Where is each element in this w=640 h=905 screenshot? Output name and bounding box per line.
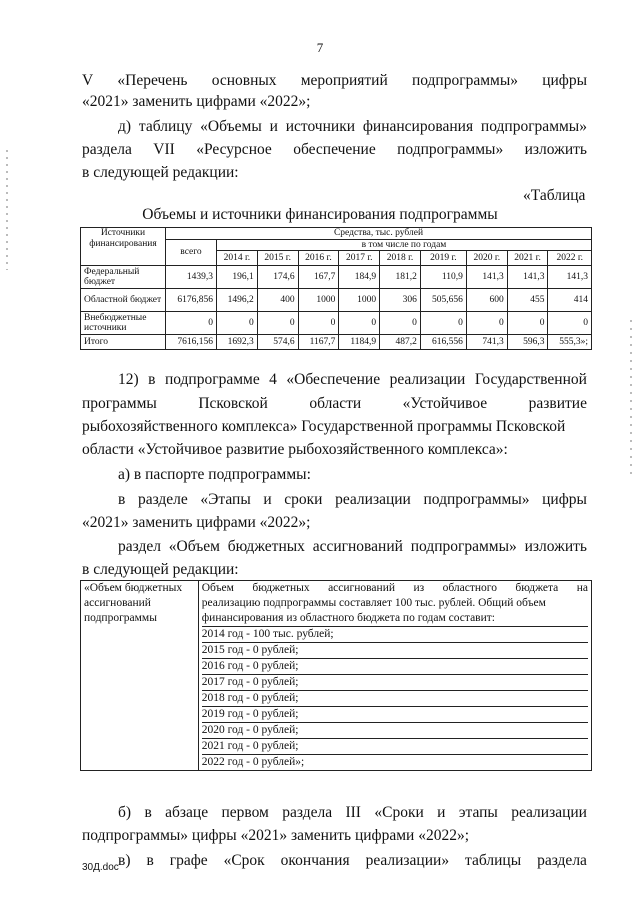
row-value: 400	[257, 289, 298, 312]
budget-years-list	[202, 627, 588, 770]
row-value: 555,3»;	[548, 335, 592, 350]
word: и	[269, 118, 278, 135]
para-5-line-2: «2021» заменить цифрами «2022»;	[82, 514, 311, 531]
word: изложить	[524, 141, 587, 158]
scan-edge-right	[630, 320, 632, 480]
para-4: а) в паспорте подпрограммы:	[118, 466, 311, 483]
budget-year-line: 2016 год - 0 рублей;	[202, 659, 588, 675]
word: сроки	[284, 491, 323, 508]
para-6-line-2: в следующей редакции:	[82, 561, 239, 578]
row-value: 141,3	[507, 266, 548, 289]
word: раздел	[118, 538, 161, 555]
word: подпрограммы»	[410, 538, 517, 555]
row-value: 0	[217, 312, 258, 335]
word: раздела	[82, 141, 132, 158]
word: цифры	[542, 491, 587, 508]
header-year: 2015 г.	[257, 251, 298, 266]
word: реализации»	[365, 852, 450, 869]
table-caption: Объемы и источники финансирования подпрограммы	[142, 206, 498, 223]
row-source-name: Итого	[81, 335, 166, 350]
row-value: 1167,7	[298, 335, 339, 350]
budget-right-line-2: реализацию подпрограммы составляет 100 тыс. рублей. Общий объем	[201, 597, 546, 609]
para-6-line-1	[118, 536, 587, 557]
word: из	[413, 582, 425, 594]
word: областного	[442, 582, 497, 594]
para-8-line-1	[118, 850, 587, 871]
row-value: 141,3	[548, 266, 592, 289]
row-value: 167,7	[298, 266, 339, 289]
header-funds: Средства, тыс. рублей	[166, 228, 592, 240]
table-label: «Таблица	[523, 187, 586, 204]
word: первом	[221, 804, 269, 821]
header-year: 2020 г.	[466, 251, 507, 266]
word: III	[345, 804, 361, 821]
word: на	[576, 582, 588, 594]
word: реализации	[389, 371, 466, 388]
row-value: 741,3	[466, 335, 507, 350]
word: реализации	[335, 491, 411, 508]
table-row	[81, 312, 592, 335]
row-value: 0	[339, 312, 380, 335]
page-number: 7	[316, 40, 324, 55]
header-year: 2018 г.	[380, 251, 421, 266]
header-year: 2014 г.	[217, 251, 258, 266]
budget-right-cell	[198, 581, 591, 771]
word: бюджета	[515, 582, 559, 594]
header-source: Источники финансирования	[81, 228, 166, 266]
word: и	[263, 491, 272, 508]
row-value: 616,556	[420, 335, 466, 350]
para-2-line-3: в следующей редакции:	[82, 164, 239, 181]
word: области	[309, 395, 362, 412]
word: развитие	[528, 395, 587, 412]
row-value: 455	[507, 289, 548, 312]
row-value: 0	[298, 312, 339, 335]
row-total: 0	[166, 312, 217, 335]
row-value: 1184,9	[339, 335, 380, 350]
para-2-line-1	[118, 116, 587, 137]
word: «Перечень	[117, 72, 188, 89]
table-row	[81, 289, 592, 312]
word: «Этапы	[200, 491, 251, 508]
budget-year-line: 2022 год - 0 рублей»;	[201, 756, 305, 768]
header-incl: в том числе по годам	[217, 239, 592, 251]
row-value: 0	[257, 312, 298, 335]
row-total: 1439,3	[166, 266, 217, 289]
word: подпрограммы»	[480, 118, 587, 135]
budget-year-line: 2020 год - 0 рублей;	[202, 723, 588, 739]
row-source-name: Областной бюджет	[81, 289, 166, 312]
row-value: 174,6	[257, 266, 298, 289]
para-3-line-4: области «Устойчивое развитие рыбохозяйственного комплекса»:	[82, 441, 508, 458]
word: в	[146, 852, 154, 869]
fin-header-row-1	[81, 228, 592, 240]
row-value: 600	[466, 289, 507, 312]
row-value: 0	[420, 312, 466, 335]
word: д)	[118, 118, 132, 135]
word: этапы	[458, 804, 498, 821]
word: источники	[285, 118, 356, 135]
row-value: 487,2	[380, 335, 421, 350]
word: «Ресурсное	[196, 141, 272, 158]
budget-table	[80, 580, 592, 771]
row-value: 0	[466, 312, 507, 335]
word: раздела	[282, 804, 333, 821]
row-source-name: Федеральный бюджет	[81, 266, 166, 289]
para-3-line-2	[82, 393, 587, 414]
word: цифры	[542, 72, 587, 89]
header-year: 2022 г.	[548, 251, 592, 266]
word: ассигнований	[312, 538, 403, 555]
word: изложить	[524, 538, 587, 555]
file-name-footer: 30Д.doc	[82, 862, 119, 873]
budget-year-line: 2015 год - 0 рублей;	[202, 643, 588, 659]
word: «Устойчивое	[402, 395, 488, 412]
row-value: 110,9	[420, 266, 466, 289]
row-value: 141,3	[466, 266, 507, 289]
word: 4	[269, 371, 277, 388]
word: графе	[169, 852, 208, 869]
word: основных	[211, 72, 277, 89]
budget-year-line: 2014 год - 100 тыс. рублей;	[202, 627, 588, 643]
table-row	[81, 266, 592, 289]
word: «Объем	[168, 538, 220, 555]
para-5-line-1	[118, 489, 587, 510]
word: разделе	[137, 491, 188, 508]
row-value: 596,3	[507, 335, 548, 350]
row-value: 196,1	[217, 266, 258, 289]
word: в	[144, 804, 152, 821]
word: VII	[153, 141, 175, 158]
word: бюджетных	[227, 538, 305, 555]
table-row	[81, 335, 592, 350]
budget-year-line: 2018 год - 0 рублей;	[202, 691, 588, 707]
row-total: 7616,156	[166, 335, 217, 350]
row-value: 181,2	[380, 266, 421, 289]
para-3-line-3: рыбохозяйственного комплекса» Государственной программы Псковской	[82, 418, 566, 435]
para-3-line-1	[118, 369, 587, 390]
row-value: 1000	[339, 289, 380, 312]
word: 12)	[118, 371, 139, 388]
word: «Срок	[223, 852, 265, 869]
word: «Объемы	[200, 118, 262, 135]
word: подпрограммы»	[411, 72, 518, 89]
word: Псковской	[198, 395, 268, 412]
para-1-line-2: «2021» заменить цифрами «2022»;	[82, 93, 311, 110]
word: финансирования	[362, 118, 474, 135]
word: б)	[118, 804, 132, 821]
word: окончания	[280, 852, 350, 869]
word: и	[437, 804, 446, 821]
row-value: 1000	[298, 289, 339, 312]
word: мероприятий	[300, 72, 388, 89]
word: Объем	[201, 582, 234, 594]
row-value: 184,9	[339, 266, 380, 289]
financing-table	[80, 227, 592, 350]
row-value: 414	[548, 289, 592, 312]
word: абзаце	[165, 804, 209, 821]
header-year: 2019 г.	[420, 251, 466, 266]
row-value: 574,6	[257, 335, 298, 350]
budget-left-cell: «Объем бюджетных ассигнований подпрограммы	[81, 581, 199, 771]
word: в	[118, 491, 126, 508]
header-year: 2016 г.	[298, 251, 339, 266]
word: таблицу	[138, 118, 193, 135]
budget-right-line-1	[202, 581, 588, 596]
para-7-line-1	[118, 802, 587, 823]
word: Государственной	[474, 371, 587, 388]
para-7-line-2: подпрограммы» цифры «2021» заменить цифрами «2022»;	[82, 827, 470, 844]
header-year: 2017 г.	[339, 251, 380, 266]
word: реализации	[511, 804, 587, 821]
header-total: всего	[166, 239, 217, 266]
para-2-line-2	[82, 139, 587, 160]
word: в	[148, 371, 156, 388]
word: подпрограммы»	[423, 491, 530, 508]
word: раздела	[537, 852, 587, 869]
row-value: 0	[380, 312, 421, 335]
word: «Обеспечение	[286, 371, 381, 388]
row-value: 505,656	[420, 289, 466, 312]
word: ассигнований	[328, 582, 395, 594]
row-value: 0	[507, 312, 548, 335]
row-value: 1496,2	[217, 289, 258, 312]
row-total: 6176,856	[166, 289, 217, 312]
word: обеспечение	[293, 141, 376, 158]
word: программы	[82, 395, 157, 412]
para-1-line-1	[82, 70, 587, 91]
word: «Сроки	[374, 804, 424, 821]
budget-year-line: 2017 год - 0 рублей;	[202, 675, 588, 691]
header-year: 2021 г.	[507, 251, 548, 266]
row-value: 0	[548, 312, 592, 335]
word: подпрограммы»	[397, 141, 504, 158]
word: в)	[118, 852, 131, 869]
word: бюджетных	[252, 582, 310, 594]
budget-year-line: 2019 год - 0 рублей;	[202, 707, 588, 723]
word: V	[82, 72, 94, 89]
word: подпрограмме	[164, 371, 260, 388]
row-value: 1692,3	[217, 335, 258, 350]
word: таблицы	[465, 852, 522, 869]
row-source-name: Внебюджетные источники	[81, 312, 166, 335]
row-value: 306	[380, 289, 421, 312]
budget-year-line: 2021 год - 0 рублей;	[202, 739, 588, 755]
budget-right-line-3: финансирования из областного бюджета по годам составит:	[202, 611, 588, 627]
